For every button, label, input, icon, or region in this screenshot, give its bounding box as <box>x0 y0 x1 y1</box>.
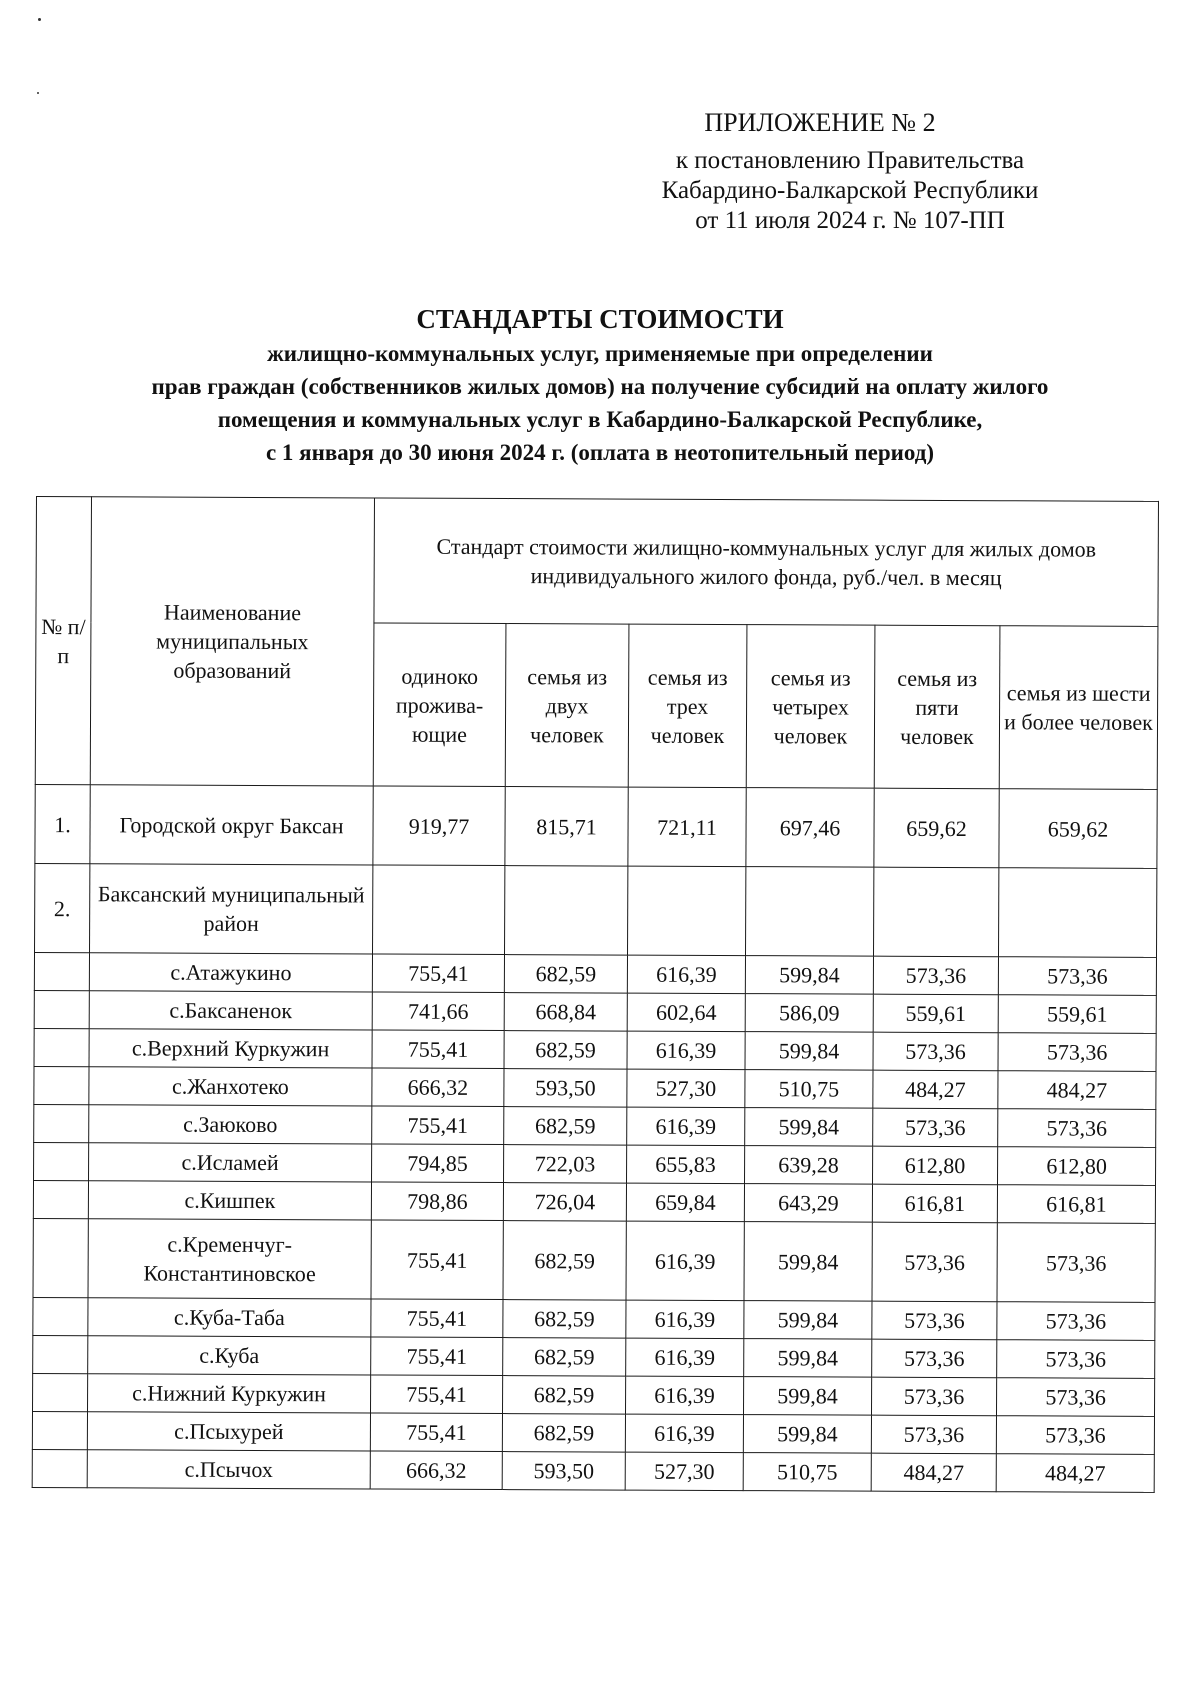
row-number: 2. <box>35 863 90 952</box>
cost-value: 599,84 <box>744 1222 872 1302</box>
cost-value: 919,77 <box>373 786 505 866</box>
cost-value: 573,36 <box>872 1222 997 1302</box>
cost-value: 527,30 <box>627 1069 745 1108</box>
cost-value: 666,32 <box>370 1451 502 1490</box>
cost-value: 659,62 <box>874 788 999 868</box>
cost-value: 798,86 <box>371 1182 503 1221</box>
cost-value: 659,62 <box>999 789 1157 869</box>
appendix-block <box>600 108 1100 236</box>
cost-value <box>373 865 505 955</box>
municipality-name: с.Нижний Куркужин <box>88 1374 371 1413</box>
scan-speck <box>37 92 39 94</box>
cost-value: 586,09 <box>745 994 873 1033</box>
cost-value: 726,04 <box>503 1183 626 1222</box>
municipality-name: с.Атажукино <box>89 953 372 992</box>
cost-value: 755,41 <box>371 1375 503 1414</box>
col-header-name: Наименование муниципальных образований <box>90 497 374 786</box>
table-row <box>35 863 1157 957</box>
cost-value: 659,84 <box>626 1183 744 1222</box>
cost-value: 573,36 <box>998 957 1156 996</box>
col-header-family-5: семья из пяти человек <box>874 625 1000 789</box>
municipality-name: Городской округ Баксан <box>90 785 373 865</box>
cost-value: 682,59 <box>502 1414 625 1453</box>
cost-value: 755,41 <box>372 1106 504 1145</box>
cost-value: 599,84 <box>743 1415 871 1454</box>
cost-value: 602,64 <box>627 993 745 1032</box>
cost-value: 722,03 <box>504 1145 627 1184</box>
col-header-family-2: семья из двух человек <box>505 624 629 788</box>
municipality-name: с.Куба-Таба <box>88 1298 371 1337</box>
cost-value: 616,81 <box>872 1184 997 1223</box>
cost-value: 616,39 <box>626 1338 744 1377</box>
col-header-group: Стандарт стоимости жилищно-коммунальных услуг для жилых домов индивидуального жилого фонда, руб./чел. в месяц <box>374 498 1159 626</box>
municipality-name: с.Заюково <box>89 1105 372 1144</box>
cost-value: 755,41 <box>370 1413 502 1452</box>
cost-value: 755,41 <box>371 1299 503 1338</box>
row-number <box>34 1066 89 1104</box>
heading-line: с 1 января до 30 июня 2024 г. (оплата в неотопительный период) <box>265 440 935 465</box>
cost-value: 573,36 <box>872 1339 997 1378</box>
cost-value: 612,80 <box>873 1146 998 1185</box>
cost-value: 616,39 <box>627 955 745 994</box>
heading-line: помещения и коммунальных услуг в Кабардино-Балкарской Республике, <box>217 407 983 432</box>
cost-value: 484,27 <box>871 1453 996 1492</box>
row-number: 1. <box>35 784 90 863</box>
table-row <box>33 1218 1155 1302</box>
row-number <box>32 1449 87 1487</box>
row-number <box>33 1335 88 1373</box>
appendix-title: ПРИЛОЖЕНИЕ № 2 <box>704 108 936 137</box>
table-body <box>32 784 1157 1492</box>
cost-value: 668,84 <box>504 993 627 1032</box>
cost-value <box>628 866 746 956</box>
cost-value: 755,41 <box>372 1030 504 1069</box>
cost-value: 655,83 <box>627 1145 745 1184</box>
table-row <box>34 1142 1156 1185</box>
cost-value: 573,36 <box>871 1377 996 1416</box>
cost-value <box>505 866 628 956</box>
municipality-name: с.Кременчуг-Константиновское <box>88 1219 371 1299</box>
table-row <box>34 990 1156 1033</box>
row-number <box>34 990 89 1028</box>
cost-value: 616,39 <box>625 1414 743 1453</box>
row-number <box>34 1142 89 1180</box>
cost-value <box>874 867 999 957</box>
row-number <box>33 1180 88 1218</box>
cost-value: 559,61 <box>873 994 998 1033</box>
cost-value: 573,36 <box>998 1109 1156 1148</box>
cost-value: 599,84 <box>745 1032 873 1071</box>
cost-value: 682,59 <box>503 1376 626 1415</box>
cost-value: 573,36 <box>996 1416 1154 1455</box>
cost-value: 616,39 <box>625 1376 743 1415</box>
table-row <box>33 1180 1155 1223</box>
row-number <box>34 1028 89 1066</box>
cost-value: 573,36 <box>996 1378 1154 1417</box>
appendix-line: от 11 июля 2024 г. № 107-ПП <box>695 207 1005 234</box>
cost-value: 599,84 <box>744 1301 872 1340</box>
municipality-name: с.Куба <box>88 1336 371 1375</box>
cost-value: 794,85 <box>372 1144 504 1183</box>
row-number <box>34 1104 89 1142</box>
cost-value: 510,75 <box>745 1070 873 1109</box>
cost-value: 573,36 <box>997 1302 1155 1341</box>
municipality-name: Баксанский муниципальный район <box>90 864 373 954</box>
table-row <box>34 952 1156 995</box>
table-row <box>33 1297 1155 1340</box>
cost-value: 616,39 <box>626 1221 744 1301</box>
cost-value: 616,39 <box>626 1300 744 1339</box>
cost-value: 682,59 <box>504 955 627 994</box>
tariff-table <box>32 496 1159 1493</box>
cost-value: 599,84 <box>745 956 873 995</box>
cost-value: 573,36 <box>872 1301 997 1340</box>
cost-value: 616,81 <box>997 1185 1155 1224</box>
col-header-family-4: семья из четырех человек <box>746 625 875 789</box>
table-row <box>32 1411 1154 1454</box>
row-number <box>33 1373 88 1411</box>
row-number <box>33 1297 88 1335</box>
cost-value: 721,11 <box>628 787 746 867</box>
municipality-name: с.Псычох <box>87 1450 370 1489</box>
cost-value: 484,27 <box>873 1070 998 1109</box>
cost-value: 815,71 <box>505 787 628 867</box>
cost-value <box>746 867 874 957</box>
heading-line: прав граждан (собственников жилых домов) на получение субсидий на оплату жилого <box>151 374 1049 399</box>
cost-value: 639,28 <box>745 1146 873 1185</box>
municipality-name: с.Кишпек <box>88 1181 371 1220</box>
appendix-line: Кабардино-Балкарской Республики <box>661 177 1039 204</box>
cost-value: 484,27 <box>996 1454 1154 1493</box>
row-number <box>33 1218 88 1297</box>
row-number <box>34 952 89 990</box>
cost-value: 573,36 <box>873 1108 998 1147</box>
cost-value: 755,41 <box>372 954 504 993</box>
cost-value: 682,59 <box>503 1300 626 1339</box>
cost-value: 573,36 <box>997 1223 1155 1303</box>
cost-value: 527,30 <box>625 1452 743 1491</box>
cost-value: 599,84 <box>744 1339 872 1378</box>
cost-value <box>998 868 1156 958</box>
cost-value: 593,50 <box>504 1069 627 1108</box>
cost-value: 697,46 <box>746 788 874 868</box>
col-header-family-6plus: семья из шести и более человек <box>999 626 1158 790</box>
cost-value: 755,41 <box>371 1220 503 1300</box>
col-header-no: № п/п <box>35 497 91 785</box>
cost-value: 643,29 <box>744 1184 872 1223</box>
table-row <box>33 1335 1155 1378</box>
cost-value: 573,36 <box>997 1340 1155 1379</box>
cost-value: 559,61 <box>998 995 1156 1034</box>
table-row <box>33 1373 1155 1416</box>
cost-value: 682,59 <box>504 1107 627 1146</box>
table-row <box>32 1449 1154 1492</box>
table-row <box>35 784 1157 868</box>
col-header-single: одиноко прожива-ющие <box>373 623 506 787</box>
cost-value: 573,36 <box>871 1415 996 1454</box>
municipality-name: с.Баксаненок <box>89 991 372 1030</box>
cost-value: 612,80 <box>998 1147 1156 1186</box>
table-row <box>34 1066 1156 1109</box>
municipality-name: с.Верхний Куркужин <box>89 1029 372 1068</box>
cost-value: 484,27 <box>998 1071 1156 1110</box>
cost-value: 573,36 <box>873 956 998 995</box>
cost-value: 573,36 <box>873 1032 998 1071</box>
cost-value: 510,75 <box>743 1453 871 1492</box>
municipality-name: с.Исламей <box>89 1143 372 1182</box>
cost-value: 682,59 <box>504 1031 627 1070</box>
appendix-line: к постановлению Правительства <box>675 147 1025 174</box>
table-row <box>34 1104 1156 1147</box>
cost-value: 573,36 <box>998 1033 1156 1072</box>
row-number <box>32 1411 87 1449</box>
document-heading <box>30 303 1170 469</box>
scan-speck <box>38 18 41 21</box>
heading-title: СТАНДАРТЫ СТОИМОСТИ <box>416 304 784 334</box>
cost-value: 666,32 <box>372 1068 504 1107</box>
table-row <box>34 1028 1156 1071</box>
municipality-name: с.Жанхотеко <box>89 1067 372 1106</box>
cost-value: 599,84 <box>745 1108 873 1147</box>
cost-value: 616,39 <box>627 1031 745 1070</box>
cost-value: 682,59 <box>503 1338 626 1377</box>
cost-value: 741,66 <box>372 992 504 1031</box>
cost-value: 599,84 <box>743 1377 871 1416</box>
municipality-name: с.Псыхурей <box>87 1412 370 1451</box>
col-header-family-3: семья из трех человек <box>628 624 747 788</box>
cost-value: 755,41 <box>371 1337 503 1376</box>
cost-value: 616,39 <box>627 1107 745 1146</box>
cost-value: 682,59 <box>503 1221 626 1301</box>
cost-value: 593,50 <box>502 1452 625 1491</box>
heading-line: жилищно-коммунальных услуг, применяемые при определении <box>267 341 933 366</box>
